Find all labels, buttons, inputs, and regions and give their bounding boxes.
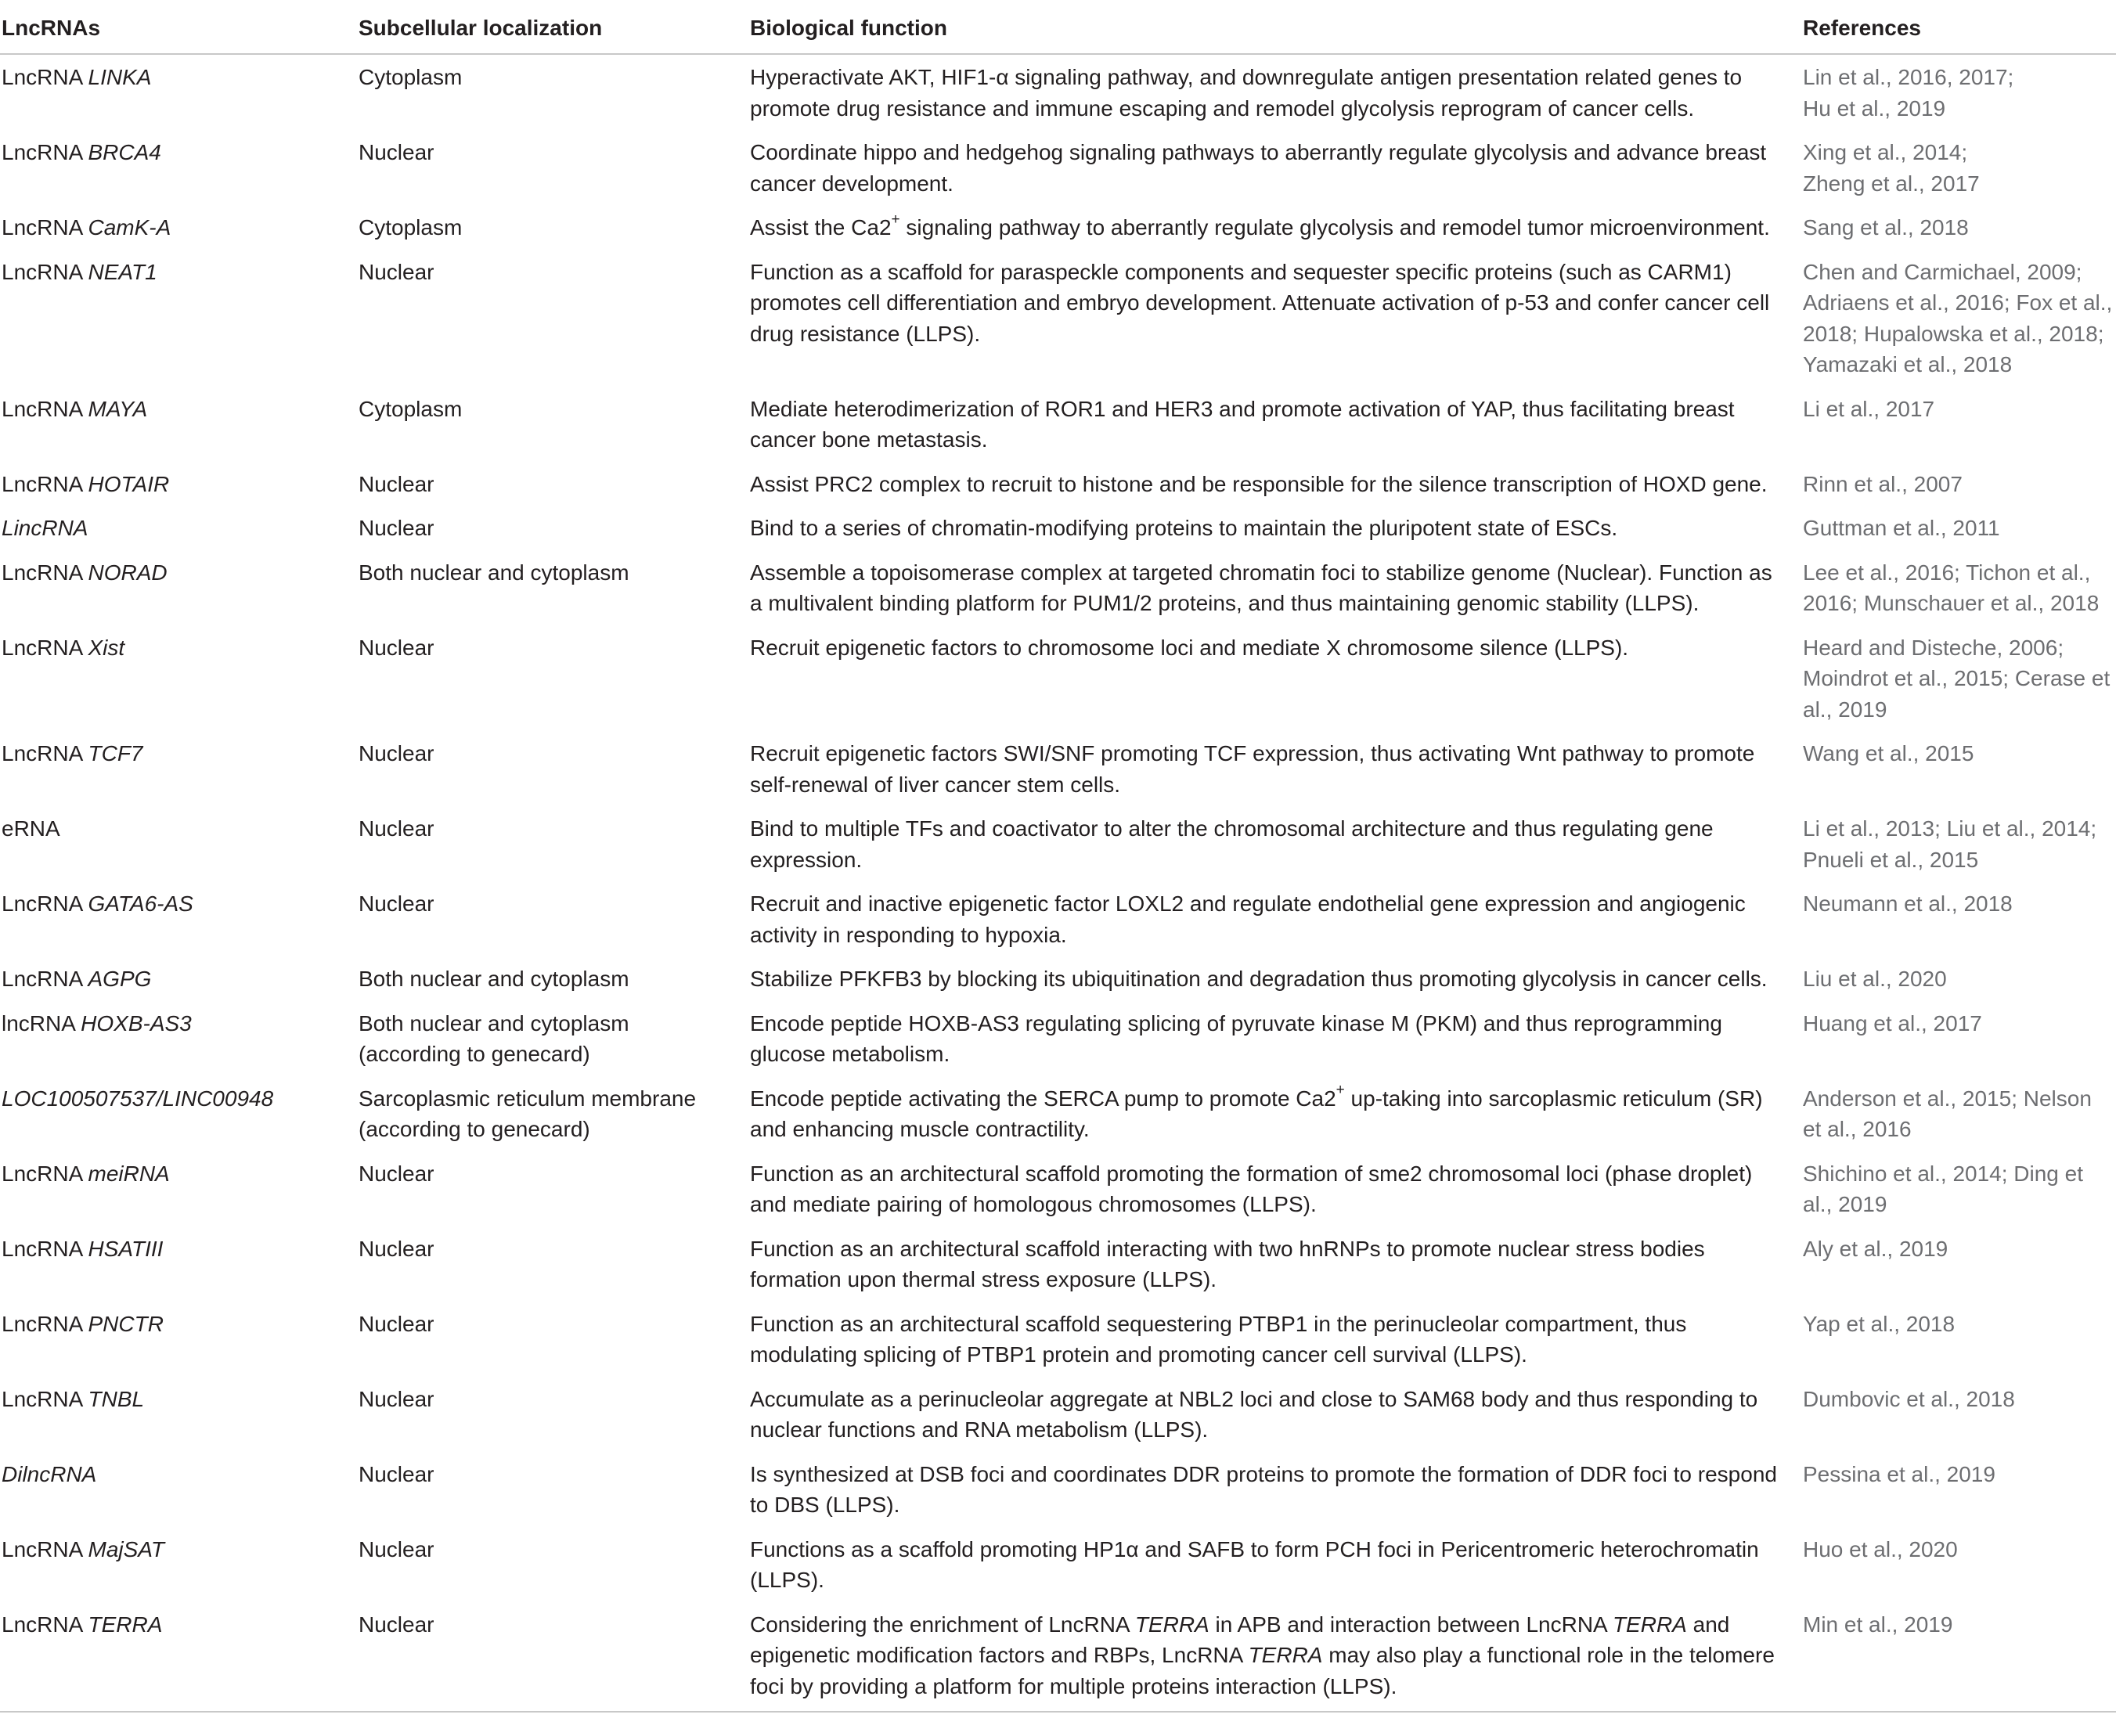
cell-function (750, 387, 1803, 462)
cell-function (750, 462, 1803, 506)
function-text: Encode peptide HOXB-AS3 regulating splicing of pyruvate kinase M (PKM) and thus reprogramming glucose metabolism. (750, 1010, 1722, 1066)
cell-references (1803, 1527, 2116, 1602)
cell-localization: Nuclear (359, 816, 434, 841)
cell-lncrna-name (0, 731, 359, 806)
function-text: Accumulate as a perinucleolar aggregate at NBL2 loci and close to SAM68 body and thus responding to nuclear functions and RNA metabolism (LLPS). (750, 1386, 1758, 1442)
reference-text: Huo et al., 2020 (1803, 1536, 1958, 1561)
function-text: Function as an architectural scaffold promoting the formation of sme2 chromosomal loci (phase droplet) and mediate pairing of homologous chromosomes (LLPS). (750, 1161, 1753, 1216)
lncrna-prefix: LncRNA (2, 891, 88, 916)
function-text: Stabilize PFKFB3 by blocking its ubiquitination and degradation thus promoting glycolysis in cancer cells. (750, 967, 1768, 991)
cell-localization: Nuclear (359, 1461, 434, 1486)
cell-lncrna-name (0, 625, 359, 732)
table-row (0, 387, 2116, 462)
cell-lncrna-name (0, 462, 359, 506)
lncrna-name: TCF7 (88, 741, 143, 765)
header-lncrnas: LncRNAs (0, 8, 359, 54)
function-text: and epigenetic modification factors and RBPs, LncRNA (750, 1612, 1730, 1667)
function-text: Recruit epigenetic factors SWI/SNF promoting TCF expression, thus activating Wnt pathway to promote self-renewal of liver cancer stem cells. (750, 741, 1755, 797)
cell-function (750, 1076, 1803, 1151)
cell-function (750, 625, 1803, 732)
cell-references (1803, 1452, 2116, 1527)
function-text: Function as an architectural scaffold interacting with two hnRNPs to promote nuclear stress bodies formation upon thermal stress exposure (LLPS). (750, 1236, 1705, 1291)
cell-lncrna-name (0, 387, 359, 462)
function-text: Recruit epigenetic factors to chromosome loci and mediate X chromosome silence (LLPS). (750, 635, 1629, 660)
table-row (0, 130, 2116, 205)
reference-text: Li et al., 2017 (1803, 396, 1935, 421)
lncrna-prefix: lncRNA (2, 1010, 81, 1035)
lncrna-prefix: LncRNA (2, 1386, 88, 1411)
cell-references (1803, 130, 2116, 205)
reference-text: Sang et al., 2018 (1803, 215, 1969, 240)
cell-function (750, 731, 1803, 806)
lncrna-prefix: LncRNA (2, 215, 88, 240)
table-row (0, 806, 2116, 881)
table-row (0, 250, 2116, 387)
reference-text: Lin et al., 2016, 2017; (1803, 65, 2014, 89)
table-row (0, 54, 2116, 130)
lncrna-name: AGPG (88, 967, 152, 991)
function-text: Encode peptide activating the SERCA pump to promote Ca2 (750, 1086, 1336, 1111)
reference-text: Xing et al., 2014; (1803, 140, 1968, 164)
function-text: Bind to multiple TFs and coactivator to alter the chromosomal architecture and thus regulating gene expression. (750, 816, 1714, 872)
function-text: Is synthesized at DSB foci and coordinates DDR proteins to promote the formation of DDR foci to respond to DBS (LLPS). (750, 1461, 1777, 1517)
cell-function (750, 1527, 1803, 1602)
reference-text: Min et al., 2019 (1803, 1612, 1953, 1637)
lncrna-name: DilncRNA (2, 1461, 97, 1486)
header-references: References (1803, 8, 2116, 54)
cell-lncrna-name (0, 1151, 359, 1226)
cell-localization: Nuclear (359, 471, 434, 496)
cell-function (750, 1452, 1803, 1527)
lncrna-name: LINKA (88, 65, 152, 89)
lncrna-prefix: eRNA (2, 816, 60, 841)
cell-lncrna-name (0, 1602, 359, 1713)
lncrna-name: MAYA (88, 396, 148, 421)
function-text: Bind to a series of chromatin-modifying proteins to maintain the pluripotent state of ESCs. (750, 516, 1618, 540)
cell-references (1803, 1377, 2116, 1452)
cell-references (1803, 1602, 2116, 1713)
cell-localization: Nuclear (359, 891, 434, 916)
cell-localization: Sarcoplasmic reticulum membrane (according to genecard) (359, 1086, 697, 1141)
cell-references (1803, 506, 2116, 550)
function-text: TERRA (1134, 1612, 1209, 1637)
cell-lncrna-name (0, 1527, 359, 1602)
reference-text: Wang et al., 2015 (1803, 741, 1974, 765)
lncrna-name: meiRNA (88, 1161, 170, 1186)
cell-localization: Cytoplasm (359, 396, 463, 421)
lncrna-name: HOTAIR (88, 471, 170, 496)
cell-references (1803, 1001, 2116, 1076)
lncrna-name: CamK-A (88, 215, 171, 240)
function-text: Assist PRC2 complex to recruit to histone and be responsible for the silence transcription of HOXD gene. (750, 471, 1768, 496)
table-row (0, 550, 2116, 625)
function-text: TERRA (1612, 1612, 1687, 1637)
function-text: Hyperactivate AKT, HIF1-α signaling pathway, and downregulate antigen presentation related genes to promote drug resistance and immune escaping and remodel glycolysis reprogram of cancer cells. (750, 65, 1743, 121)
reference-text: Chen and Carmichael, 2009; Adriaens et al., 2016; Fox et al., 2018; Hupalowska et al., 2018; Yamazaki et al., 2018 (1803, 259, 2113, 376)
table-row (0, 1302, 2116, 1377)
reference-text: Li et al., 2013; Liu et al., 2014; Pnueli et al., 2015 (1803, 816, 2097, 872)
lncrna-prefix: LncRNA (2, 1236, 88, 1261)
cell-localization: Nuclear (359, 1536, 434, 1561)
cell-function (750, 506, 1803, 550)
lncrna-name: NORAD (88, 560, 168, 585)
cell-lncrna-name (0, 130, 359, 205)
table-row (0, 956, 2116, 1001)
cell-lncrna-name (0, 1377, 359, 1452)
cell-function (750, 1001, 1803, 1076)
lncrna-name: MajSAT (88, 1536, 164, 1561)
function-text: Functions as a scaffold promoting HP1α and SAFB to form PCH foci in Pericentromeric heterochromatin (LLPS). (750, 1536, 1759, 1592)
cell-lncrna-name (0, 550, 359, 625)
function-text: may also play a functional role in the telomere foci by providing a platform for multiple proteins interaction (LLPS). (750, 1643, 1775, 1698)
lncrna-name: PNCTR (88, 1311, 164, 1336)
header-row (0, 8, 2116, 54)
cell-lncrna-name (0, 1001, 359, 1076)
cell-localization: Nuclear (359, 1311, 434, 1336)
lncrna-prefix: LncRNA (2, 741, 88, 765)
lncrna-name: BRCA4 (88, 140, 161, 164)
function-text: Function as a scaffold for paraspeckle components and sequester specific proteins (such as CARM1) promotes cell differentiation and embryo development. Attenuate activation of p-53 and confer cancer cell drug resistance (LLPS). (750, 259, 1770, 346)
cell-function (750, 956, 1803, 1001)
cell-references (1803, 250, 2116, 387)
reference-text: Yap et al., 2018 (1803, 1311, 1956, 1336)
cell-function (750, 550, 1803, 625)
lncrna-prefix: LncRNA (2, 65, 88, 89)
lncrna-prefix: LncRNA (2, 1311, 88, 1336)
function-text: Recruit and inactive epigenetic factor LOXL2 and regulate endothelial gene expression and angiogenic activity in responding to hypoxia. (750, 891, 1746, 947)
cell-function (750, 1151, 1803, 1226)
table-row (0, 462, 2116, 506)
function-text: TERRA (1248, 1643, 1323, 1667)
cell-lncrna-name (0, 1452, 359, 1527)
function-text: Considering the enrichment of LncRNA (750, 1612, 1135, 1637)
reference-text: Pessina et al., 2019 (1803, 1461, 1995, 1486)
function-text: Function as an architectural scaffold sequestering PTBP1 in the perinucleolar compartment, thus modulating splicing of PTBP1 protein and promoting cancer cell survival (LLPS). (750, 1311, 1687, 1367)
cell-function (750, 130, 1803, 205)
lncrna-prefix: LncRNA (2, 560, 88, 585)
function-text: Assist the Ca2 (750, 215, 892, 240)
header-function: Biological function (750, 8, 1803, 54)
reference-text: Hu et al., 2019 (1803, 95, 1946, 121)
cell-function (750, 205, 1803, 250)
superscript-text: + (1336, 1082, 1345, 1099)
reference-text: Guttman et al., 2011 (1803, 516, 2000, 540)
cell-references (1803, 1226, 2116, 1302)
cell-localization: Both nuclear and cytoplasm (according to genecard) (359, 1010, 629, 1066)
reference-text: Zheng et al., 2017 (1803, 171, 1980, 196)
reference-text: Heard and Disteche, 2006; Moindrot et al., 2015; Cerase et al., 2019 (1803, 635, 2111, 722)
superscript-text: + (891, 211, 900, 228)
table-row (0, 625, 2116, 732)
reference-text: Shichino et al., 2014; Ding et al., 2019 (1803, 1161, 2084, 1216)
table-row (0, 1001, 2116, 1076)
cell-lncrna-name (0, 881, 359, 956)
cell-references (1803, 731, 2116, 806)
cell-references (1803, 550, 2116, 625)
lncrna-prefix: LncRNA (2, 1161, 88, 1186)
cell-function (750, 1602, 1803, 1713)
reference-text: Anderson et al., 2015; Nelson et al., 2016 (1803, 1086, 2092, 1141)
cell-function (750, 881, 1803, 956)
reference-text: Lee et al., 2016; Tichon et al., 2016; Munschauer et al., 2018 (1803, 560, 2100, 615)
cell-references (1803, 1302, 2116, 1377)
lncrna-name: Xist (88, 635, 125, 660)
table-row (0, 205, 2116, 250)
cell-function (750, 250, 1803, 387)
cell-references (1803, 387, 2116, 462)
lncrna-prefix: LncRNA (2, 967, 88, 991)
lncrna-name: NEAT1 (88, 259, 157, 284)
cell-lncrna-name (0, 1226, 359, 1302)
cell-function (750, 1377, 1803, 1452)
lncrna-name: HSATIII (88, 1236, 164, 1261)
cell-localization: Cytoplasm (359, 215, 463, 240)
lncrna-name: LOC100507537/LINC00948 (2, 1086, 274, 1111)
reference-text: Dumbovic et al., 2018 (1803, 1386, 2015, 1411)
lncrna-table (0, 8, 2116, 1713)
lncrna-name: TNBL (88, 1386, 145, 1411)
header-localization: Subcellular localization (359, 8, 750, 54)
cell-references (1803, 625, 2116, 732)
cell-localization: Nuclear (359, 635, 434, 660)
cell-lncrna-name (0, 956, 359, 1001)
cell-localization: Nuclear (359, 741, 434, 765)
cell-localization: Nuclear (359, 1602, 750, 1713)
table-row (0, 1377, 2116, 1452)
cell-localization: Nuclear (359, 1161, 434, 1186)
cell-localization: Cytoplasm (359, 65, 463, 89)
lncrna-prefix: LncRNA (2, 1536, 88, 1561)
cell-localization: Nuclear (359, 1386, 434, 1411)
cell-references (1803, 54, 2116, 130)
function-text: in APB and interaction between LncRNA (1209, 1612, 1613, 1637)
cell-localization: Both nuclear and cytoplasm (359, 560, 629, 585)
cell-lncrna-name (0, 250, 359, 387)
cell-function (750, 54, 1803, 130)
lncrna-prefix: LncRNA (2, 635, 88, 660)
lncrna-prefix: LncRNA (2, 140, 88, 164)
table-row (0, 1527, 2116, 1602)
table-body (0, 54, 2116, 1712)
lncrna-prefix: LncRNA (2, 259, 88, 284)
reference-text: Aly et al., 2019 (1803, 1236, 1948, 1261)
table-row (0, 1602, 2116, 1713)
lncrna-name: TERRA (88, 1612, 163, 1637)
cell-references (1803, 956, 2116, 1001)
cell-lncrna-name (0, 806, 359, 881)
table-row (0, 881, 2116, 956)
function-text: up-taking into sarcoplasmic reticulum (SR) and enhancing muscle contractility. (750, 1086, 1763, 1141)
reference-text: Rinn et al., 2007 (1803, 471, 1963, 496)
cell-references (1803, 806, 2116, 881)
cell-localization: Nuclear (359, 140, 434, 164)
table-row (0, 1151, 2116, 1226)
reference-text: Huang et al., 2017 (1803, 1010, 1982, 1035)
cell-references (1803, 462, 2116, 506)
cell-function (750, 1302, 1803, 1377)
cell-references (1803, 1076, 2116, 1151)
cell-localization: Nuclear (359, 1236, 434, 1261)
table-row (0, 1226, 2116, 1302)
lncrna-name: GATA6-AS (88, 891, 193, 916)
cell-function (750, 806, 1803, 881)
cell-localization: Both nuclear and cytoplasm (359, 967, 629, 991)
lncrna-name: HOXB-AS3 (81, 1010, 192, 1035)
function-text: Mediate heterodimerization of ROR1 and HER3 and promote activation of YAP, thus facilitating breast cancer bone metastasis. (750, 396, 1735, 452)
cell-function (750, 1226, 1803, 1302)
table-row (0, 506, 2116, 550)
lncrna-prefix: LncRNA (2, 1612, 88, 1637)
cell-localization: Nuclear (359, 516, 434, 540)
cell-references (1803, 205, 2116, 250)
lncrna-name: LincRNA (2, 516, 88, 540)
function-text: signaling pathway to aberrantly regulate glycolysis and remodel tumor microenvironment. (899, 215, 1770, 240)
lncrna-prefix: LncRNA (2, 471, 88, 496)
function-text: Assemble a topoisomerase complex at targeted chromatin foci to stabilize genome (Nuclear). Function as a multivalent binding platform for PUM1/2 proteins, and thus maintaining genomic stability (LLPS). (750, 560, 1772, 615)
reference-text: Neumann et al., 2018 (1803, 891, 2013, 916)
table-row (0, 1076, 2116, 1151)
cell-references (1803, 881, 2116, 956)
lncrna-prefix: LncRNA (2, 396, 88, 421)
cell-lncrna-name (0, 506, 359, 550)
cell-localization: Nuclear (359, 259, 434, 284)
cell-lncrna-name (0, 1076, 359, 1151)
cell-references (1803, 1151, 2116, 1226)
cell-lncrna-name (0, 1302, 359, 1377)
reference-text: Liu et al., 2020 (1803, 967, 1947, 991)
function-text: Coordinate hippo and hedgehog signaling pathways to aberrantly regulate glycolysis and advance breast cancer development. (750, 140, 1767, 196)
table-row (0, 731, 2116, 806)
cell-lncrna-name (0, 205, 359, 250)
cell-lncrna-name (0, 54, 359, 130)
table-row (0, 1452, 2116, 1527)
